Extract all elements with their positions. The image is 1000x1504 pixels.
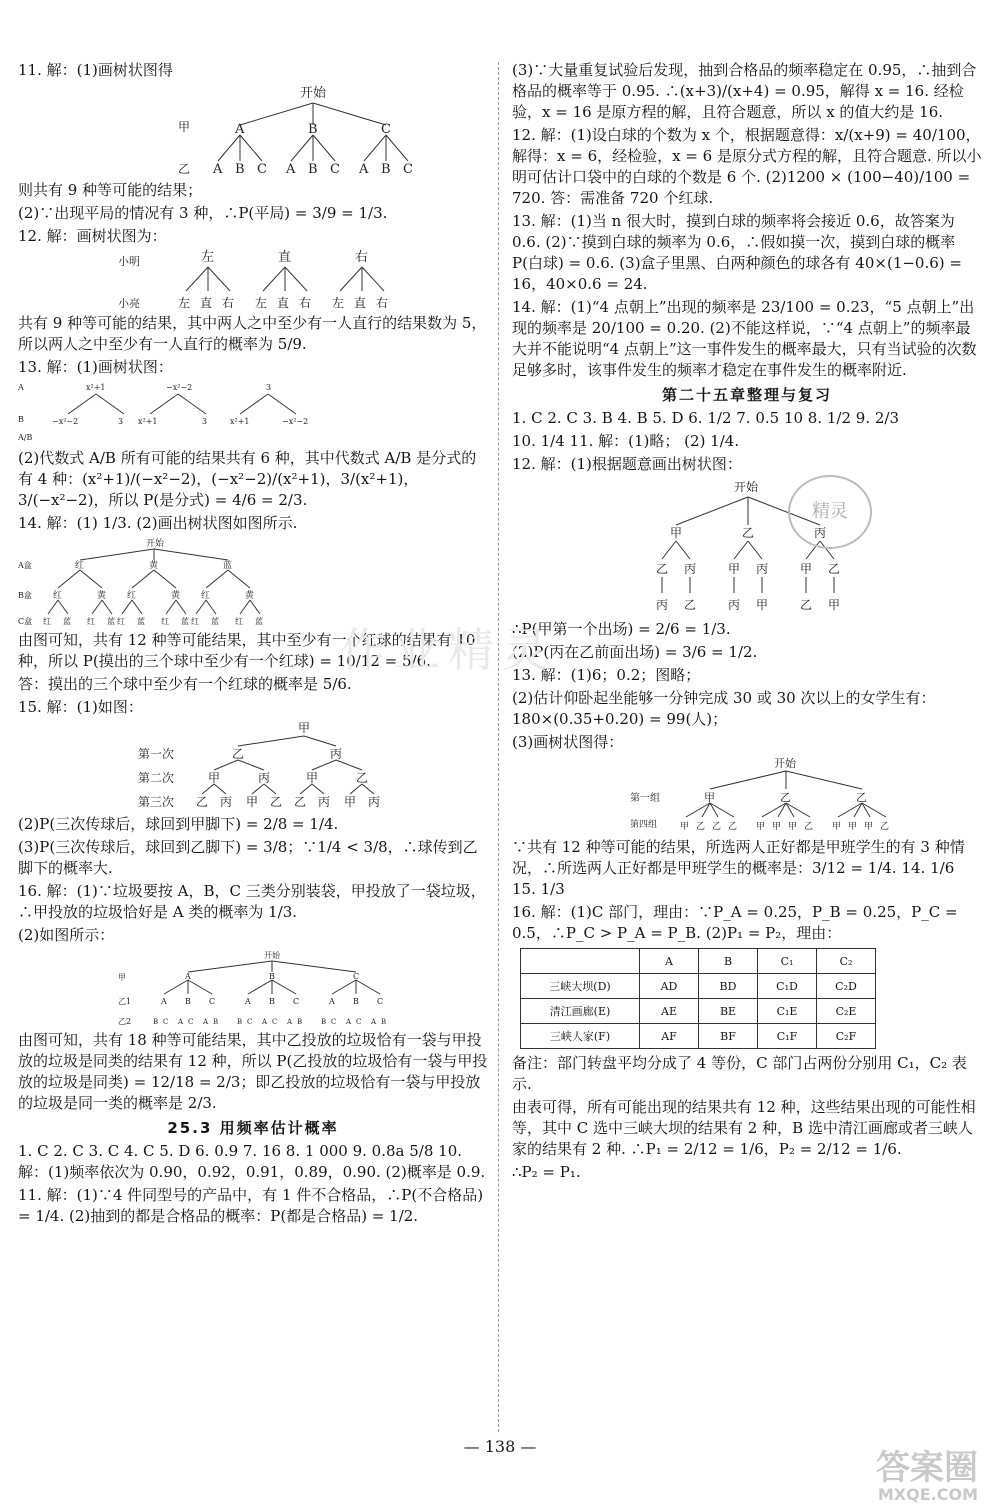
q12-answer: 12. 解：(1)设白球的个数为 x 个，根据题意得：x/(x+9) = 40/100，解得：x = 6，经检验，x = 6 是原分式方程的解，且符合题意. 所以小明可估计口袋中的白球的个数是 6 个. (2)1200 × (100−40)/100 = 720. 答：需准备 720 个红球. — [512, 126, 982, 207]
tree-node: 乙 — [356, 771, 369, 785]
tree-leaf: B — [297, 1018, 303, 1026]
tree-row-label: 甲 — [118, 973, 126, 982]
tree-row-label: 甲 — [178, 120, 191, 134]
tree-leaf: 甲 — [788, 822, 798, 832]
table-cell: C₂ — [817, 949, 876, 974]
tree-leaf: A — [371, 1018, 377, 1026]
tree-leaf: 红 — [235, 617, 243, 626]
q16-part2-intro: (2)如图所示： — [18, 926, 115, 944]
table-cell: C₂F — [817, 1024, 876, 1049]
tree-leaf: 右 — [376, 296, 389, 310]
tree-node: C — [293, 997, 300, 1006]
table-cell: 清江画廊(E) — [521, 999, 640, 1024]
tree-leaf: 丙 — [728, 598, 741, 612]
tree-leaf: 3 — [202, 417, 208, 426]
ghost-watermark: 作业精灵 — [340, 623, 556, 677]
tree-diagram-q12 — [18, 249, 478, 311]
tree-leaf: −x²−2 — [52, 417, 79, 426]
tree-root: 开始 — [300, 86, 327, 101]
tree-row-label: 乙2 — [118, 1017, 132, 1026]
review-q13-part3: (3)画树状图得： — [512, 733, 624, 751]
tree-root: 开始 — [774, 757, 796, 770]
table-cell: A — [640, 949, 699, 974]
tree-leaf: C — [403, 162, 413, 177]
tree-leaf: 甲 — [344, 795, 357, 809]
tree-row-label: 第一次 — [138, 747, 175, 761]
tree-node: C — [377, 997, 384, 1006]
tree-leaf: 红 — [117, 617, 125, 626]
q14-conclusion: 答：摸出的三个球中至少有一个红球的概率是 5/6. — [18, 675, 352, 693]
right-column — [512, 60, 982, 1183]
tree-leaf: C — [356, 1018, 362, 1026]
tree-leaf: 乙 — [800, 598, 813, 612]
table-cell: C₂D — [817, 974, 876, 999]
tree-leaf: 乙 — [880, 822, 890, 832]
table-header-row — [521, 949, 876, 974]
tree-row-label: A盒 — [18, 561, 32, 570]
tree-node: 甲 — [670, 526, 683, 540]
tree-row-label: A — [18, 383, 24, 392]
tree-leaf: 蓝 — [63, 617, 71, 626]
tree-leaf: 甲 — [848, 822, 858, 832]
tree-node: 红 — [127, 591, 137, 601]
tree-root: 开始 — [146, 539, 165, 549]
tree-diagram-review-q12 — [512, 477, 972, 617]
tree-leaf: B — [321, 1018, 327, 1026]
tree-leaf: C — [272, 1018, 278, 1026]
tree-node: 黄 — [97, 591, 107, 601]
tree-leaf: 甲 — [864, 822, 874, 832]
stamp-logo: 精灵 — [788, 475, 872, 549]
tree-leaf: 甲 — [680, 822, 690, 832]
q15-part2: (2)P(三次传球后，球回到甲脚下) = 2/8 = 1/4. — [18, 815, 339, 833]
tree-row-label: B盒 — [18, 591, 32, 600]
tree-leaf: B — [237, 1018, 243, 1026]
tree-node: B — [308, 122, 318, 137]
tree-node: 丙 — [330, 747, 343, 761]
review-q16-note: 备注：部门转盘平均分成了 4 等份，C 部门占两份分别用 C₁，C₂ 表示. — [512, 1054, 967, 1093]
tree-node: C — [209, 997, 216, 1006]
tree-node: 黄 — [245, 591, 255, 601]
tree-row-label: 乙1 — [118, 997, 132, 1006]
table-cell: B — [699, 949, 758, 974]
tree-leaf: B — [235, 162, 245, 177]
tree-node: 甲 — [208, 771, 221, 785]
q11-intro: 11. 解：(1)画树状图得 — [18, 61, 173, 79]
watermark-url: MXQE.COM — [877, 1485, 978, 1504]
table-cell: AE — [640, 999, 699, 1024]
review-q12-part2: (2)P(丙在乙前面出场) = 3/6 = 1/2. — [512, 643, 758, 661]
tree-branches — [202, 736, 374, 794]
tree-leaf: 左 — [255, 296, 268, 310]
tree-leaf: 3 — [118, 417, 124, 426]
q11-section-answer: 11. 解：(1)∵4 件同型号的产品中，有 1 件不合格品，∴P(不合格品) = 1/4. (2)抽到的都是合格品的概率：P(都是合格品) = 1/2. — [18, 1186, 484, 1225]
tree-node: 丙 — [684, 562, 697, 576]
tree-leaf: 甲 — [246, 795, 259, 809]
tree-node: 左 — [201, 250, 215, 265]
tree-leaf: A — [262, 1018, 268, 1026]
table-cell: BF — [699, 1024, 758, 1049]
q11-part2: (2)∵出现平局的情况有 3 种，∴P(平局) = 3/9 = 1/3. — [18, 204, 388, 222]
tree-leaf: A — [286, 162, 296, 177]
tree-leaf: B — [381, 1018, 387, 1026]
review-q13-part1: 13. 解：(1)6；0.2；图略； — [512, 666, 701, 684]
tree-diagram-q15 — [18, 720, 478, 812]
tree-node: B — [269, 997, 275, 1006]
q12-intro: 12. 解：画树状图为： — [18, 227, 167, 245]
tree-diagram-q14 — [18, 536, 478, 628]
tree-node: 乙 — [780, 791, 791, 804]
tree-leaf: C — [163, 1018, 169, 1026]
tree-leaf: 乙 — [712, 822, 722, 832]
q11-part3: (3)∵大量重复试验后发现，抽到合格品的频率稳定在 0.95，∴抽到合格品的概率等于 0.95. ∴(x+3)/(x+4) = 0.95，解得 x = 16. 经检验，x = 16 是原方程的解，且符合题意，所以 x 的值大约是 16. — [512, 61, 977, 121]
tree-node: 丙 — [258, 771, 271, 785]
tree-branches — [68, 394, 296, 414]
tree-leaf: 乙 — [728, 822, 738, 832]
tree-leaf: A — [287, 1018, 293, 1026]
tree-leaf: 乙 — [696, 822, 706, 832]
tree-node: A — [245, 997, 251, 1006]
table-cell — [521, 949, 640, 974]
tree-node: A — [161, 997, 167, 1006]
tree-diagram-q11 — [18, 83, 478, 178]
tree-diagram-review-q13 — [512, 755, 972, 835]
tree-node: B — [269, 972, 275, 981]
tree-node: −x²−2 — [166, 383, 193, 392]
tree-node: 乙 — [828, 562, 841, 576]
tree-node: 乙 — [656, 562, 669, 576]
table-row — [521, 999, 876, 1024]
tree-leaf: 甲 — [756, 598, 769, 612]
tree-leaf: B — [213, 1018, 219, 1026]
tree-node: 丙 — [756, 562, 769, 576]
tree-leaf: 甲 — [832, 822, 842, 832]
tree-leaf: B — [153, 1018, 159, 1026]
tree-node: A — [329, 997, 335, 1006]
table-cell: BD — [699, 974, 758, 999]
tree-branches — [186, 267, 384, 291]
tree-node: B — [353, 997, 359, 1006]
q16-explanation: 由图可知，共有 18 种等可能结果，其中乙投放的垃圾恰有一袋与甲投放的垃圾是同类的结果有 12 种，所以 P(乙投放的垃圾恰有一袋与甲投放的垃圾是同类) = 12/18 = 2/3；即乙投放的垃圾恰有一袋与甲投放的垃圾是同一类的概率是 2/3. — [18, 1031, 488, 1112]
tree-leaf: 直 — [277, 296, 290, 310]
tree-node: 右 — [355, 250, 369, 265]
tree-row-label: 乙 — [178, 162, 191, 176]
tree-leaf: 乙 — [294, 795, 307, 809]
tree-leaf: 乙 — [196, 795, 209, 809]
tree-leaf: A — [359, 162, 369, 177]
tree-node: 甲 — [306, 771, 319, 785]
tree-leaf: 右 — [222, 296, 235, 310]
tree-root: 开始 — [264, 951, 280, 960]
tree-leaf: 直 — [200, 296, 213, 310]
tree-leaf: −x²−2 — [282, 417, 309, 426]
tree-leaf: B — [308, 162, 318, 177]
tree-leaf: 乙 — [684, 598, 697, 612]
tree-leaf: 左 — [178, 296, 191, 310]
tree-node: x²+1 — [86, 383, 106, 392]
tree-leaf: A — [203, 1018, 209, 1026]
table-cell: C₂E — [817, 999, 876, 1024]
tree-diagram-q16 — [18, 948, 478, 1028]
tree-node: 乙 — [742, 526, 755, 540]
tree-leaf: 红 — [87, 617, 95, 626]
review-answers-1-9: 1. C 2. C 3. B 4. B 5. D 6. 1/2 7. 0.5 10 8. 1/2 9. 2/3 — [512, 409, 900, 427]
q15-intro: 15. 解：(1)如图： — [18, 698, 143, 716]
tree-node: C — [353, 972, 360, 981]
review-q16-part1: 16. 解：(1)C 部门，理由：∵P_A = 0.25，P_B = 0.25，P_C = 0.5，∴P_C > P_A = P_B. (2)P₁ = P₂，理由： — [512, 903, 958, 942]
table-cell: AF — [640, 1024, 699, 1049]
tree-row-label: 小明 — [118, 255, 140, 268]
tree-leaf: B — [381, 162, 391, 177]
watermark-logo-text: 答案圈 — [876, 1448, 978, 1488]
tree-root: 开始 — [734, 480, 759, 494]
table-row — [521, 1024, 876, 1049]
tree-leaf: 丙 — [368, 795, 381, 809]
section-heading: 25.3 用频率估计概率 — [167, 1119, 339, 1137]
tree-leaf: C — [330, 162, 340, 177]
tree-leaf: 乙 — [804, 822, 814, 832]
tree-row-label: 第一组 — [630, 793, 660, 804]
site-watermark — [876, 1450, 978, 1504]
tree-leaf: 红 — [43, 617, 51, 626]
table-cell: 三峡大坝(D) — [521, 974, 640, 999]
tree-node: A — [235, 122, 245, 137]
tree-leaf: 乙 — [270, 795, 283, 809]
tree-leaf: 直 — [354, 296, 367, 310]
table-cell: C₁E — [758, 999, 817, 1024]
tree-node: 红 — [75, 561, 85, 571]
table-row — [521, 974, 876, 999]
q12-answer: 共有 9 种等可能的结果，其中两人之中至少有一人直行的结果数为 5，所以两人之中至少有一人直行的概率为 5/9. — [18, 314, 487, 353]
tree-leaf: 蓝 — [211, 617, 219, 626]
tree-leaf: 甲 — [828, 598, 841, 612]
q14-answer: 14. 解：(1)“4 点朝上”出现的频率是 23/100 = 0.23，“5 点朝上”出现的频率是 20/100 = 0.20. (2)不能这样说，∵“4 点朝上”的频率最大并不能说明“4 点朝上”这一事件发生的概率最大，只有当试验的次数足够多时，该事件发生的频率才稳定在事件发生的概率附近. — [512, 298, 977, 379]
tree-leaf: 丙 — [656, 598, 669, 612]
q16-part1: 16. 解：(1)∵垃圾要按 A，B，C 三类分别装袋，甲投放了一袋垃圾，∴甲投放的垃圾恰好是 A 类的概率为 1/3. — [18, 882, 486, 921]
tree-leaf: 甲 — [756, 822, 766, 832]
tree-leaf: A — [213, 162, 223, 177]
q13-answer: 13. 解：(1)当 n 很大时，摸到白球的频率将会接近 0.6，故答案为 0.6. (2)∵摸到白球的频率为 0.6，∴假如摸一次，摸到白球的概率 P(白球) = 0.6. (3)盒子里黑、白两种颜色的球各有 40×(1−0.6) = 16，40×0.6 = 24. — [512, 212, 962, 293]
column-divider — [498, 62, 499, 1432]
tree-row-label: 第二次 — [138, 771, 175, 785]
tree-leaf: C — [331, 1018, 337, 1026]
tree-node: 甲 — [728, 562, 741, 576]
tree-node: 甲 — [704, 791, 715, 804]
tree-leaf: x²+1 — [230, 417, 250, 426]
review-answers-10-11: 10. 1/4 11. 解：(1)略； (2) 1/4. — [512, 432, 740, 450]
tree-node: A — [185, 972, 191, 981]
tree-leaf: 右 — [299, 296, 312, 310]
tree-leaf: A — [178, 1018, 184, 1026]
table-cell: C₁F — [758, 1024, 817, 1049]
q14-explanation: 由图可知，共有 12 种等可能结果，其中至少有一个红球的结果有 10 种，所以 P(摸出的三个球中至少有一个红球) = 10/12 = 5/6. — [18, 631, 476, 670]
review-q16-explanation: 由表可得，所有可能出现的结果共有 12 种，这些结果出现的可能性相等，其中 C 选中三峡大坝的结果有 2 种，B 选中清江画廊或者三峡人家的结果有 2 种. ∴P₁ = 2/12 = 1/6，P₂ = 2/12 = 1/6. — [512, 1098, 976, 1158]
review-q16-conclusion: ∴P₂ = P₁. — [512, 1163, 581, 1181]
tree-diagram-q13 — [18, 380, 478, 446]
section-heading: 第二十五章整理与复习 — [661, 386, 832, 404]
tree-node: 红 — [53, 591, 63, 601]
tree-leaf: 蓝 — [107, 617, 115, 626]
review-q13-conclusion: ∵共有 12 种等可能的结果，所选两人正好都是甲班学生的有 3 种情况，∴所选两人正好都是甲班学生的概率是：3/12 = 1/4. 14. 1/6 15. 1/3 — [512, 838, 965, 898]
tree-row-label: 第三次 — [138, 795, 175, 809]
tree-leaf: 丙 — [220, 795, 233, 809]
review-q12-intro: 12. 解：(1)根据题意画出树状图： — [512, 455, 742, 473]
tree-node: 直 — [278, 250, 292, 265]
table-cell: AD — [640, 974, 699, 999]
tree-row-label: B — [18, 415, 24, 424]
tree-node: C — [381, 122, 391, 137]
table-cell: C₁ — [758, 949, 817, 974]
tree-node: 乙 — [232, 747, 245, 761]
tree-row-label: A/B — [18, 433, 33, 442]
tree-node: 黄 — [149, 561, 159, 571]
tree-node: 3 — [266, 383, 272, 392]
tree-leaf: 甲 — [772, 822, 782, 832]
table-cell: 三峡人家(F) — [521, 1024, 640, 1049]
tree-row-label: C盒 — [18, 617, 33, 626]
tree-node: 丙 — [814, 526, 827, 540]
q11-result: 则共有 9 种等可能的结果； — [18, 181, 203, 199]
tree-leaf: 蓝 — [137, 617, 145, 626]
section-answers: 1. C 2. C 3. C 4. C 5. D 6. 0.9 7. 16 8. 1 000 9. 0.8a 5/8 10. 解：(1)频率依次为 0.90，0.92，0.91，0.89，0.90. (2)概率是 0.9. — [18, 1142, 486, 1181]
tree-leaf: A — [346, 1018, 352, 1026]
q13-intro: 13. 解：(1)画树状图： — [18, 358, 173, 376]
tree-leaf: C — [247, 1018, 253, 1026]
tree-node: 甲 — [800, 562, 813, 576]
outcome-table — [520, 948, 876, 1049]
tree-leaf: 丙 — [318, 795, 331, 809]
tree-row-label: 第四组 — [630, 820, 658, 830]
review-q12-part1: ∴P(甲第一个出场) = 2/6 = 1/3. — [512, 620, 731, 638]
tree-node: 黄 — [171, 591, 181, 601]
tree-row-label: 小亮 — [118, 297, 140, 310]
tree-node: 蓝 — [223, 561, 233, 571]
tree-leaf: 红 — [191, 617, 199, 626]
tree-leaf: C — [257, 162, 267, 177]
tree-root: 甲 — [298, 721, 311, 735]
tree-node: 红 — [201, 591, 211, 601]
tree-leaf: 蓝 — [181, 617, 189, 626]
tree-node: 乙 — [856, 791, 867, 804]
review-q13-part2: (2)估计仰卧起坐能够一分钟完成 30 或 30 次以上的女学生有：180×(0.35+0.20) = 99(人)； — [512, 689, 936, 728]
tree-leaf: x²+1 — [138, 417, 158, 426]
page-number: — 138 — — [463, 1437, 537, 1456]
q13-part2: (2)代数式 A/B 所有可能的结果共有 6 种，其中代数式 A/B 是分式的有 4 种：(x²+1)/(−x²−2)，(−x²−2)/(x²+1)，3/(x²+1)，3/(−x²−2)，所以 P(是分式) = 4/6 = 2/3. — [18, 449, 477, 509]
tree-leaf: 左 — [332, 296, 345, 310]
tree-leaf: C — [188, 1018, 194, 1026]
table-cell: C₁D — [758, 974, 817, 999]
table-cell: BE — [699, 999, 758, 1024]
q15-part3: (3)P(三次传球后，球回到乙脚下) = 3/8；∵1/4 < 3/8，∴球传到乙脚下的概率大. — [18, 838, 478, 877]
tree-leaf: 红 — [161, 617, 169, 626]
q14-answer: 14. 解：(1) 1/3. (2)画出树状图如图所示. — [18, 514, 298, 532]
tree-branches — [48, 549, 260, 614]
tree-leaf: 蓝 — [255, 617, 263, 626]
tree-node: B — [185, 997, 191, 1006]
